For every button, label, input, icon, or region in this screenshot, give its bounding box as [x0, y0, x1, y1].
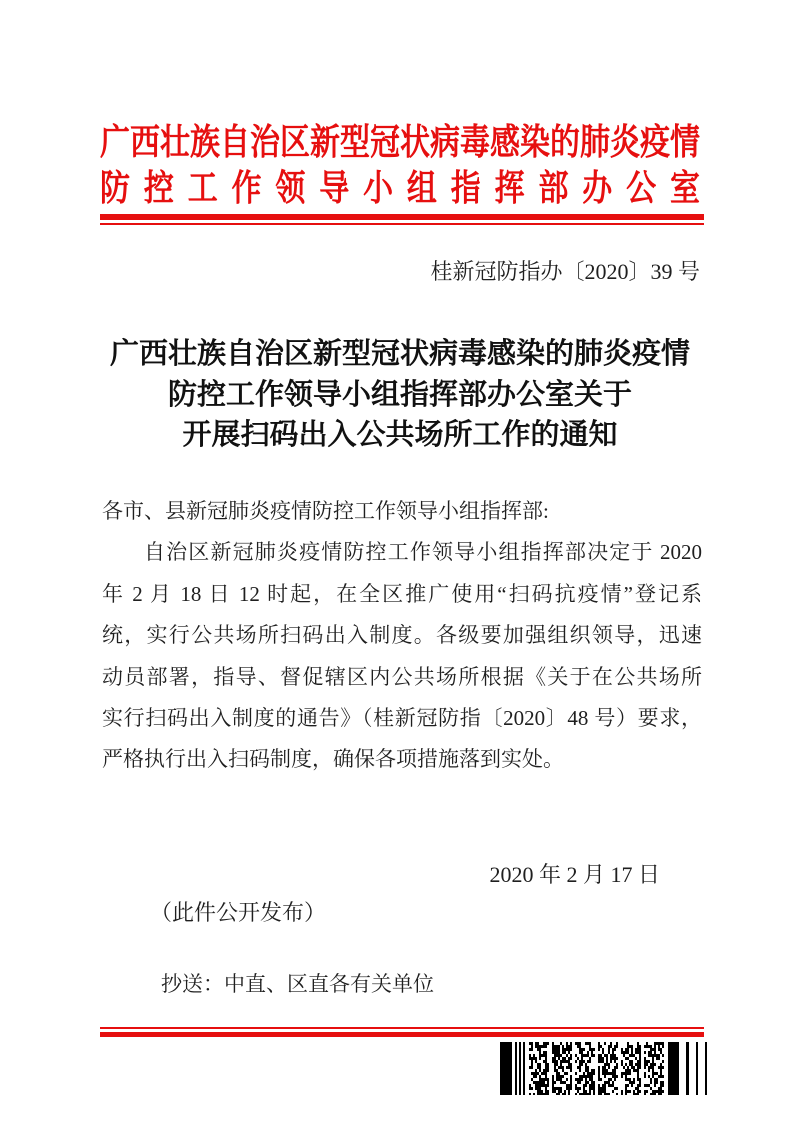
- pdf417-barcode-icon: [500, 1042, 711, 1095]
- body-line: 年 2 月 18 日 12 时起，在全区推广使用“扫码抗疫情”登记系: [102, 581, 702, 606]
- body-line: 统，实行公共场所扫码出入制度。各级要加强组织领导，迅速: [102, 623, 702, 648]
- issue-date: 2020 年 2 月 17 日: [489, 862, 660, 887]
- letterhead-line-2: 防控工作领导小组指挥部办公室: [100, 168, 700, 209]
- title-line: 防控工作领导小组指挥部办公室关于: [167, 378, 632, 411]
- title-line: 开展扫码出入公共场所工作的通知: [182, 419, 618, 451]
- public-release-note: （此件公开发布）: [150, 900, 327, 925]
- body-line: 实行扫码出入制度的通告》（桂新冠防指〔2020〕48 号）要求，: [102, 705, 702, 730]
- title-line: 广西壮族自治区新型冠状病毒感染的肺炎疫情: [109, 338, 690, 370]
- letterhead-line-1: 广西壮族自治区新型冠状病毒感染的肺炎疫情: [100, 122, 700, 163]
- body-line: 严格执行出入扫码制度，确保各项措施落到实处。: [102, 747, 564, 772]
- letterhead-divider: [100, 214, 704, 225]
- divider-thick-line: [100, 1032, 704, 1037]
- divider-thin-line: [100, 223, 704, 225]
- footer-divider: [100, 1027, 704, 1037]
- cc-line: 抄送：中直、区直各有关单位: [161, 972, 434, 996]
- body-line: 动员部署，指导、督促辖区内公共场所根据《关于在公共场所: [102, 664, 702, 689]
- document-body: [102, 491, 702, 781]
- letterhead: [100, 120, 700, 212]
- salutation: 各市、县新冠肺炎疫情防控工作领导小组指挥部:: [102, 499, 549, 523]
- document-number: 桂新冠防指办〔2020〕39 号: [430, 259, 700, 284]
- body-line: 自治区新冠肺炎疫情防控工作领导小组指挥部决定于 2020: [144, 540, 702, 565]
- document-title: [100, 334, 700, 456]
